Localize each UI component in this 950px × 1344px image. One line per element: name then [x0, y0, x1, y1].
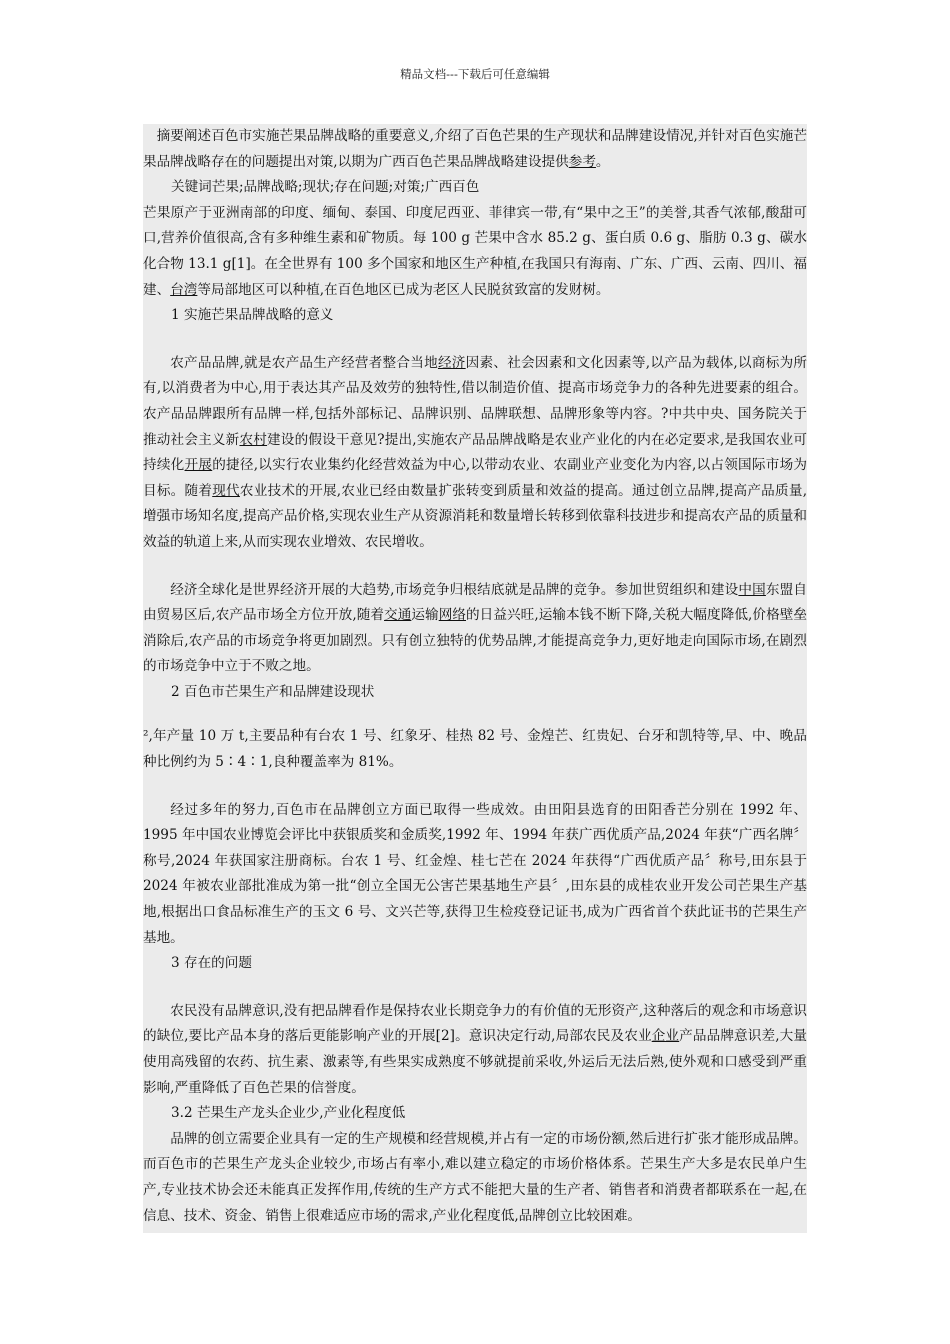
- text: 产品品牌意识差,大量使用高残留的农药、抗生素、激素等,有些果实成熟度不够就提前采收,外运后无法后熟,使外观和口感受到严重影响,严重降低了百色芒果的信誉度。: [143, 1028, 807, 1096]
- section-heading-3: 3 存在的问题: [171, 955, 252, 972]
- link-economy[interactable]: 经济: [437, 354, 466, 371]
- section1-paragraph-1: [143, 351, 807, 556]
- intro-paragraph: [143, 201, 807, 303]
- spacer: [143, 329, 807, 351]
- section-heading-1: 1 实施芒果品牌战略的意义: [171, 307, 334, 324]
- link-development[interactable]: 开展: [184, 457, 213, 474]
- link-enterprise[interactable]: 企业: [651, 1028, 680, 1045]
- section3-2-paragraph: 品牌的创立需要企业具有一定的生产规模和经营规模,并占有一定的市场份额,然后进行扩张才能形成品牌。而百色市的芒果生产龙头企业较少,市场占有率小,难以建立稳定的市场价格体系。芒果生产大多是农民单户生产,专业技术协会还未能真正发挥作用,传统的生产方式不能把大量的生产者、销售者和消费者都联系在一起,在信息、技术、资金、销售上很难适应市场的需求,产业化程度低,品牌创立比较困难。: [143, 1130, 807, 1224]
- page-header: 精品文档---下载后可任意编辑: [400, 67, 550, 81]
- link-reference[interactable]: 参考: [568, 153, 596, 170]
- section1-paragraph-2: [143, 578, 807, 680]
- keywords: 关键词芒果;品牌战略;现状;存在问题;对策;广西百色: [171, 179, 480, 196]
- abstract-end: 。: [595, 153, 610, 170]
- section2-paragraph-2: 经过多年的努力,百色市在品牌创立方面已取得一些成效。由田阳县选育的田阳香芒分别在 1992 年、1995 年中国农业博览会评比中获银质奖和金质奖,1992 年、1994 年获广西优质产品,2024 年获“广西名牌〞称号,2024 年获国家注册商标。台农 1 号、红金煌、桂七芒在 2024 年获得“广西优质产品〞称号,田东县于 2024 年被农业部批准成为第一批“创立全国无公害芒果基地生产县〞,田东县的成桂农业开发公司芒果生产基地,根据出口食品标准生产的玉文 6 号、文兴芒等,获得卫生检疫登记证书,成为广西省首个获此证书的芒果生产基地。: [143, 801, 807, 946]
- document-body: [143, 124, 807, 1233]
- text: 农产品品牌,就是农产品生产经营者整合当地: [170, 354, 438, 371]
- text: 的捷径,以实行农业集约化经营效益为中心,以带动农业、农副业产业变化为内容,以占领国际市场为目标。随着: [143, 457, 808, 499]
- spacer: [143, 556, 807, 578]
- spacer: [143, 705, 807, 724]
- text: 农民没有品牌意识,没有把品牌看作是保持农业长期竞争力的有价值的无形资产,这种落后的观念和市场意识的缺位,要比产品本身的落后更能影响产业的开展[2]。意识决定行动,局部农民及农业: [143, 1002, 807, 1045]
- link-china[interactable]: 中国: [738, 581, 766, 598]
- section-heading-3-2: 3.2 芒果生产龙头企业少,产业化程度低: [171, 1105, 406, 1122]
- link-taiwan[interactable]: 台湾: [170, 281, 198, 298]
- text: 经济全球化是世界经济开展的大趋势,市场竞争归根结底就是品牌的竞争。参加世贸组织和建设: [170, 581, 739, 598]
- intro-text-1: 芒果原产于亚洲南部的印度、缅甸、泰国、印度尼西亚、菲律宾一带,有“果中之王”的美誉,其香气浓郁,酸甜可口,营养价值很高,含有多种维生素和矿物质。每 100 g 芒果中含水 85.2 g、蛋白质 0.6 g、脂肪 0.3 g、碳水化合物 13.1 g[1]。在全世界有 100 多个国家和地区生产种植,在我国只有海南、广东、广西、云南、四川、福建、: [143, 204, 807, 298]
- text: 建设的假设干意见?提出,实施农产品品牌战略是农业产业化的内在必定要求,是我国农业可持续化: [143, 431, 807, 474]
- text: 因素、社会因素和文化因素等,以产品为载体,以商标为所有,以消费者为中心,用于表达其产品及效劳的独特性,借以制造价值、提高市场竞争力的各种先进要素的组合。农产品品牌跟所有品牌一样,包括外部标记、品牌识别、品牌联想、品牌形象等内容。?中共中央、国务院关于推动社会主义新: [143, 354, 808, 448]
- section3-paragraph-1: [143, 999, 807, 1101]
- abstract-text: 摘要阐述百色市实施芒果品牌战略的重要意义,介绍了百色芒果的生产现状和品牌建设情况,并针对百色实施芒果品牌战略存在的问题提出对策,以期为广西百色芒果品牌战略建设提供: [143, 128, 807, 170]
- link-traffic[interactable]: 交通: [384, 607, 412, 624]
- intro-text-2: 等局部地区可以种植,在百色地区已成为老区人民脱贫致富的发财树。: [197, 281, 610, 298]
- link-modern[interactable]: 现代: [212, 482, 240, 499]
- spacer: [143, 776, 807, 798]
- link-network[interactable]: 网络: [438, 607, 467, 624]
- spacer: [143, 977, 807, 999]
- text: 运输: [411, 607, 439, 624]
- section2-paragraph-1: ²,年产量 10 万 t,主要品种有台农 1 号、红象牙、桂热 82 号、金煌芒、红贵妃、台牙和凯特等,早、中、晚品种比例约为 5∶4∶1,良种覆盖率为 81%。: [143, 728, 807, 771]
- link-countryside[interactable]: 农村: [239, 431, 268, 448]
- abstract-paragraph: [143, 124, 807, 175]
- section-heading-2: 2 百色市芒果生产和品牌建设现状: [171, 683, 375, 700]
- text: 的日益兴旺,运输本钱不断下降,关税大幅度降低,价格壁垒消除后,农产品的市场竞争将更加剧烈。只有创立独特的优势品牌,才能提高竞争力,更好地走向国际市场,在剧烈的市场竞争中立于不败之地。: [143, 607, 807, 675]
- text: 农业技术的开展,农业已经由数量扩张转变到质量和效益的提高。通过创立品牌,提高产品质量,增强市场知名度,提高产品价格,实现农业生产从资源消耗和数量增长转移到依靠科技进步和提高农产品的质量和效益的轨道上来,从而实现农业增效、农民增收。: [143, 482, 808, 550]
- text: 东盟自由贸易区后,农产品市场全方位开放,随着: [143, 581, 807, 624]
